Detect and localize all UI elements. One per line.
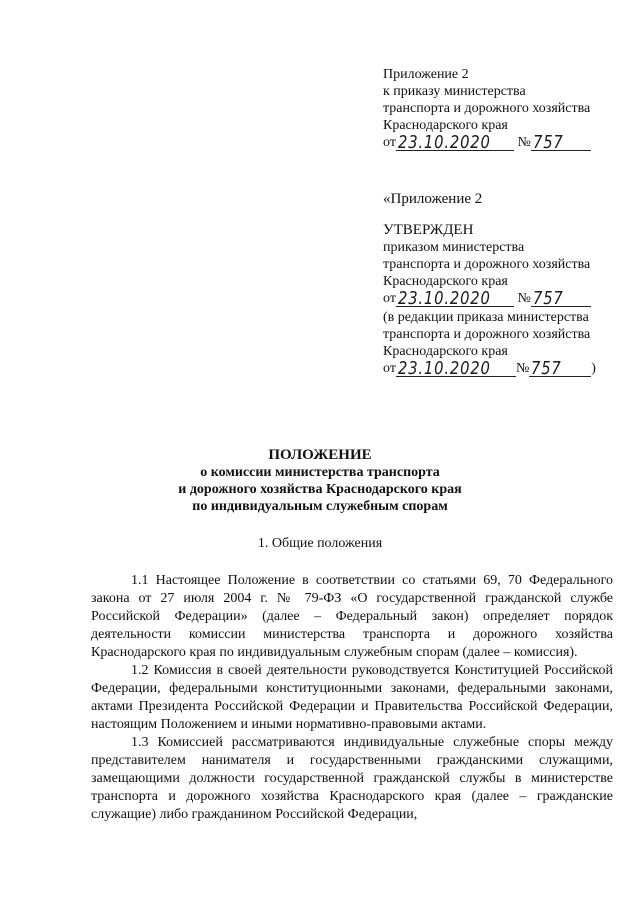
appendix-header-line: транспорта и дорожного хозяйства (383, 101, 591, 116)
approval-reference (383, 290, 623, 309)
spacer (383, 208, 623, 221)
closing-paren: ) (591, 361, 596, 376)
appendix-header-line: Краснодарского края (383, 118, 508, 133)
number-sign: № (517, 135, 531, 150)
paragraph: 1.2 Комиссия в своей деятельности руководствуется Конституцией Российской Федерации, федеральными конституционными законами, федеральными законами, актами Президента Российской Федерации и Правительства Российской Федерации, настоящим Положением и иными нормативно-правовыми актами. (91, 663, 613, 732)
number-field (529, 360, 591, 377)
date-field (396, 360, 516, 377)
edition-line: (в редакции приказа министерства (383, 310, 589, 325)
handwritten-number: 757 (532, 288, 564, 309)
edition-reference (383, 360, 623, 379)
number-field (531, 134, 591, 151)
approval-block (383, 190, 623, 379)
number-sign: № (517, 291, 531, 306)
order-reference (383, 134, 623, 153)
approval-line: Краснодарского края (383, 274, 508, 289)
paragraph: 1.3 Комиссией рассматриваются индивидуальные служебные споры между представителем нанимателя и государственными гражданскими служащими, замещающими должности государственной гражданской службы в министерстве транспорта и дорожного хозяйства Краснодарского края (далее – гражданские служащие) либо гражданином Российской Федерации, (91, 735, 613, 822)
ref-prefix: от (383, 361, 396, 376)
ref-prefix: от (383, 291, 396, 306)
number-sign: № (515, 361, 530, 376)
approval-line: транспорта и дорожного хозяйства (383, 257, 591, 272)
appendix-header-line: Приложение 2 (383, 67, 469, 82)
title-line: по индивидуальным служебным спорам (192, 499, 448, 514)
number-field (531, 290, 591, 307)
section-heading: 1. Общие положения (257, 536, 383, 551)
title-line: о комиссии министерства транспорта (200, 465, 440, 480)
approval-quote-line: «Приложение 2 (383, 191, 483, 207)
date-field (396, 134, 514, 151)
approval-line: приказом министерства (383, 240, 525, 255)
paragraph: 1.1 Настоящее Положение в соответствии со статьями 69, 70 Федерального закона от 27 июля 2004 г. № 79-ФЗ «О государственной гражданской службе Российской Федерации» (далее – Федеральный закон) определяет порядок деятельности комиссии министерства транспорта и дорожного хозяйства Краснодарского края по индивидуальным служебным спорам (далее – комиссия). (91, 573, 613, 660)
date-field (396, 290, 514, 307)
document-title (0, 447, 640, 515)
edition-line: Краснодарского края (383, 344, 508, 359)
appendix-header-line: к приказу министерства (383, 84, 526, 99)
appendix-header (383, 66, 623, 153)
ref-prefix: от (383, 135, 396, 150)
handwritten-date: 23.10.2020 (397, 358, 491, 379)
document-body (91, 572, 613, 824)
title-line: и дорожного хозяйства Краснодарского края (178, 482, 462, 497)
approval-heading: УТВЕРЖДЕН (383, 222, 474, 238)
edition-line: транспорта и дорожного хозяйства (383, 327, 591, 342)
handwritten-number: 757 (531, 358, 562, 379)
handwritten-date: 23.10.2020 (397, 132, 491, 153)
handwritten-number: 757 (532, 132, 564, 153)
handwritten-date: 23.10.2020 (397, 288, 491, 309)
title-line: ПОЛОЖЕНИЕ (268, 447, 372, 463)
